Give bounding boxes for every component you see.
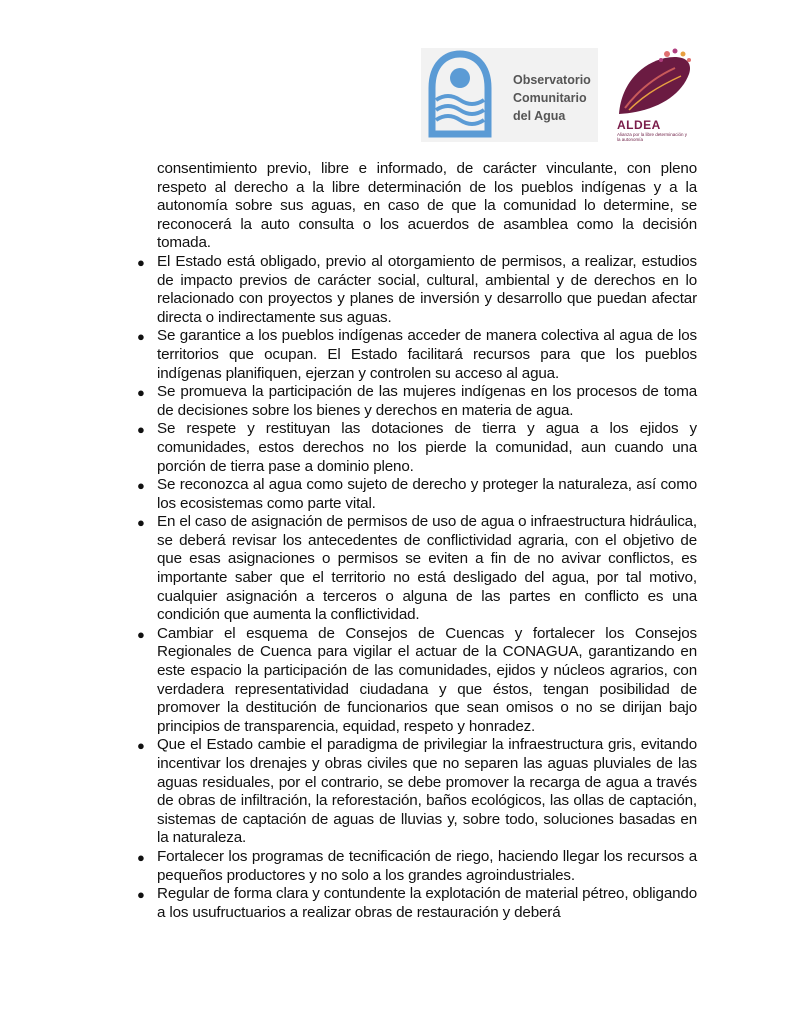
bullet-icon: ● xyxy=(137,738,145,754)
list-item xyxy=(137,885,697,922)
list-item-text: Regular de forma clara y contundente la explotación de material pétreo, obligando a los usufructuarios a realizar obras de restauración y deberá xyxy=(157,885,698,921)
observatorio-logo-text xyxy=(513,71,591,125)
list-item xyxy=(137,253,697,327)
list-item-text: Que el Estado cambie el paradigma de privilegiar la infraestructura gris, evitando incentivar los drenajes y obras civiles que no separen las aguas pluviales de las aguas residuales, por el contrario, se debe promover la recarga de agua a través de obras de infiltración, la reforestación, baños ecológicos, las ollas de captación, sistemas de captación de aguas de lluvias y, sobre todo, soluciones basadas en la naturaleza. xyxy=(157,736,697,847)
list-item-text: Se respete y restituyan las dotaciones de tierra y agua a los ejidos y comunidades, estos derechos no los pierde la comunidad, aun cuando una porción de tierra pase a dominio pleno. xyxy=(157,420,697,475)
list-item-text: El Estado está obligado, previo al otorgamiento de permisos, a realizar, estudios de impacto previos de carácter social, cultural, ambiental y de derechos en lo relacionado con proyectos y planes de inversión y desarrollo que puedan afectar directa o indirectamente sus aguas. xyxy=(157,252,697,326)
bullet-icon: ● xyxy=(137,385,145,401)
oca-line-3: del Agua xyxy=(513,109,566,123)
recommendations-list xyxy=(137,253,697,922)
bullet-icon: ● xyxy=(137,626,145,642)
list-item-text: Se garantice a los pueblos indígenas acceder de manera colectiva al agua de los territorios que ocupan. El Estado facilitará recursos para que los pueblos indígenas planifiquen, ejerzan y controlen su acceso al agua. xyxy=(157,327,697,382)
oca-line-2: Comunitario xyxy=(513,91,587,105)
bullet-icon: ● xyxy=(137,887,145,903)
bullet-icon: ● xyxy=(137,849,145,865)
list-item-text: Cambiar el esquema de Consejos de Cuencas y fortalecer los Consejos Regionales de Cuenca para vigilar el actuar de la CONAGUA, garantizando en este espacio la participación de las comunidades, ejidos y núcleos agrarios, con verdadera representatividad ciudadana y que éstos, tengan posibilidad de promover la destitución de funcionarios que sean omisos o no se dirijan bajo principios de transparencia, equidad, respeto y honradez. xyxy=(157,624,697,735)
list-item-text: Se promueva la participación de las mujeres indígenas en los procesos de toma de decisiones sobre los bienes y derechos en materia de agua. xyxy=(157,383,697,419)
aldea-leaf-icon xyxy=(615,46,695,118)
list-item xyxy=(137,513,697,625)
document-body xyxy=(137,160,697,922)
observatorio-logo xyxy=(421,48,598,142)
bullet-icon: ● xyxy=(137,515,145,531)
list-item xyxy=(137,736,697,848)
continuation-paragraph: consentimiento previo, libre e informado, de carácter vinculante, con pleno respeto al derecho a la libre determinación de los pueblos indígenas y a la autonomía sobre sus aguas, en caso de que la comunidad lo determine, se reconocerá la auto consulta o los acuerdos de asamblea como la decisión tomada. xyxy=(157,160,697,252)
water-drop-logo-icon xyxy=(424,50,496,140)
bullet-icon: ● xyxy=(137,254,145,270)
list-item xyxy=(137,327,697,383)
bullet-icon: ● xyxy=(137,478,145,494)
oca-line-1: Observatorio xyxy=(513,73,591,87)
list-item xyxy=(137,848,697,885)
aldea-tagline: Alianza por la libre determinación y la autonomía xyxy=(617,132,688,142)
aldea-name: ALDEA xyxy=(617,118,661,132)
list-item-text: En el caso de asignación de permisos de uso de agua o infraestructura hidráulica, se deberá revisar los antecedentes de conflictividad agraria, con el objetivo de que esas asignaciones o permisos se eviten a fin de no avivar conflictos, es importante saber que el territorio no está desligado del agua, por tal motivo, cualquier asignación a terceros o alguna de las partes en conflicto es una condición que aumenta la conflictividad. xyxy=(157,513,697,624)
list-item xyxy=(137,625,697,737)
list-item-text: Fortalecer los programas de tecnificación de riego, haciendo llegar los recursos a pequeños productores y no solo a los grandes agroindustriales. xyxy=(157,847,697,884)
list-item xyxy=(137,420,697,476)
list-item xyxy=(137,476,697,513)
list-item-text: Se reconozca al agua como sujeto de derecho y proteger la naturaleza, así como los ecosistemas como parte vital. xyxy=(157,476,697,512)
header-logos xyxy=(421,46,711,146)
bullet-icon: ● xyxy=(137,422,145,438)
list-item xyxy=(137,383,697,420)
bullet-icon: ● xyxy=(137,329,145,345)
aldea-logo xyxy=(615,46,695,146)
